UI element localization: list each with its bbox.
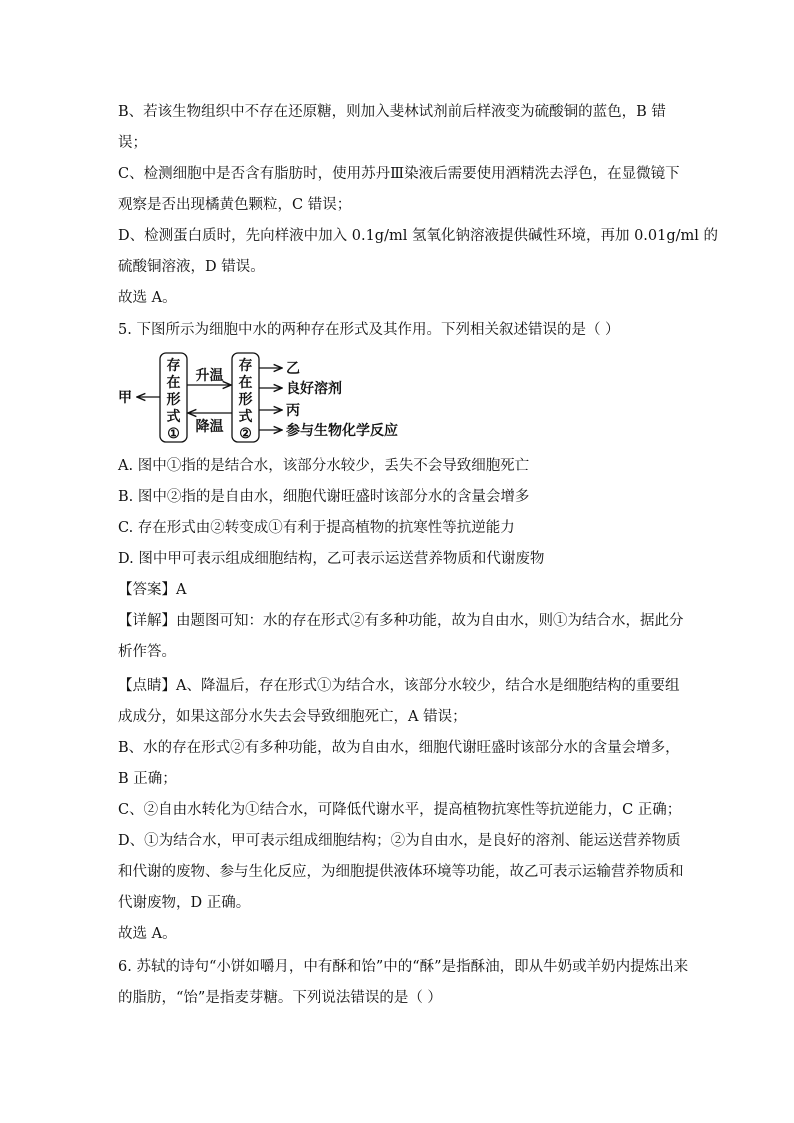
output-bing: 丙 bbox=[286, 403, 300, 419]
form-2-char: 在 bbox=[238, 375, 253, 391]
form-1-char: ① bbox=[167, 426, 180, 442]
text-line: B、若该生物组织中不存在还原糖，则加入斐林试剂前后样液变为硫酸铜的蓝色，B 错 bbox=[118, 104, 666, 120]
text-line: 故选 A。 bbox=[118, 290, 177, 306]
point-line: 和代谢的废物、参与生化反应，为细胞提供液体环境等功能，故乙可表示运输营养物质和 bbox=[118, 864, 684, 880]
form-2-box bbox=[232, 353, 259, 442]
point-line: D、①为结合水，甲可表示组成细胞结构；②为自由水，是良好的溶剂、能运送营养物质 bbox=[118, 833, 681, 849]
form-1-char: 在 bbox=[166, 375, 181, 391]
form-1-char: 形 bbox=[166, 392, 181, 408]
cooling-label: 降温 bbox=[195, 419, 224, 435]
question-6-stem: 的脂肪，“饴”是指麦芽糖。下列说法错误的是（ ） bbox=[118, 990, 442, 1006]
text-line: D、检测蛋白质时，先向样液中加入 0.1g/ml 氢氧化钠溶液提供碱性环境，再加 0.01g/ml 的 bbox=[118, 228, 719, 244]
output-biochem-reaction: 参与生物化学反应 bbox=[286, 423, 398, 439]
form-2-char: 形 bbox=[238, 392, 253, 408]
answer-label: 【答案】A bbox=[118, 582, 187, 598]
output-good-solvent: 良好溶剂 bbox=[286, 381, 342, 397]
question-5-stem: 5. 下图所示为细胞中水的两种存在形式及其作用。下列相关叙述错误的是（ ） bbox=[118, 322, 620, 338]
point-line: B 正确； bbox=[118, 771, 177, 787]
option-b: B. 图中②指的是自由水，细胞代谢旺盛时该部分水的含量会增多 bbox=[118, 489, 530, 505]
option-d: D. 图中甲可表示组成细胞结构，乙可表示运送营养物质和代谢废物 bbox=[118, 551, 545, 567]
text-line: 误； bbox=[118, 135, 147, 151]
text-line: 硫酸铜溶液，D 错误。 bbox=[118, 259, 265, 275]
option-a: A. 图中①指的是结合水，该部分水较少，丢失不会导致细胞死亡 bbox=[118, 458, 530, 474]
text-line: C、检测细胞中是否含有脂肪时，使用苏丹Ⅲ染液后需要使用酒精洗去浮色，在显微镜下 bbox=[118, 166, 680, 182]
detail-line: 析作答。 bbox=[118, 644, 176, 660]
text-line: 观察是否出现橘黄色颗粒，C 错误； bbox=[118, 197, 352, 213]
form-2-char: ② bbox=[239, 426, 252, 442]
point-line: 【点睛】A、降温后，存在形式①为结合水，该部分水较少，结合水是细胞结构的重要组 bbox=[118, 678, 680, 694]
form-1-char: 式 bbox=[166, 409, 181, 425]
output-yi: 乙 bbox=[286, 361, 300, 377]
question-6-stem: 6. 苏轼的诗句“小饼如嚼月，中有酥和饴”中的“酥”是指酥油，即从牛奶或羊奶内提炼出来 bbox=[118, 959, 689, 975]
form-1-char: 存 bbox=[166, 358, 181, 374]
point-line: C、②自由水转化为①结合水，可降低代谢水平，提高植物抗寒性等抗逆能力，C 正确； bbox=[118, 802, 682, 818]
form-2-char: 存 bbox=[238, 358, 253, 374]
point-line: 成成分，如果这部分水失去会导致细胞死亡，A 错误； bbox=[118, 709, 467, 725]
label-jia: 甲 bbox=[118, 390, 132, 406]
option-c: C. 存在形式由②转变成①有利于提高植物的抗寒性等抗逆能力 bbox=[118, 520, 515, 536]
point-line: B、水的存在形式②有多种功能，故为自由水，细胞代谢旺盛时该部分水的含量会增多， bbox=[118, 740, 680, 756]
form-1-box bbox=[160, 353, 187, 442]
form-2-char: 式 bbox=[238, 409, 253, 425]
point-line: 代谢废物，D 正确。 bbox=[118, 895, 251, 911]
warming-label: 升温 bbox=[195, 368, 224, 384]
detail-line: 【详解】由题图可知：水的存在形式②有多种功能，故为自由水，则①为结合水，据此分 bbox=[118, 613, 684, 629]
point-line: 故选 A。 bbox=[118, 926, 177, 942]
